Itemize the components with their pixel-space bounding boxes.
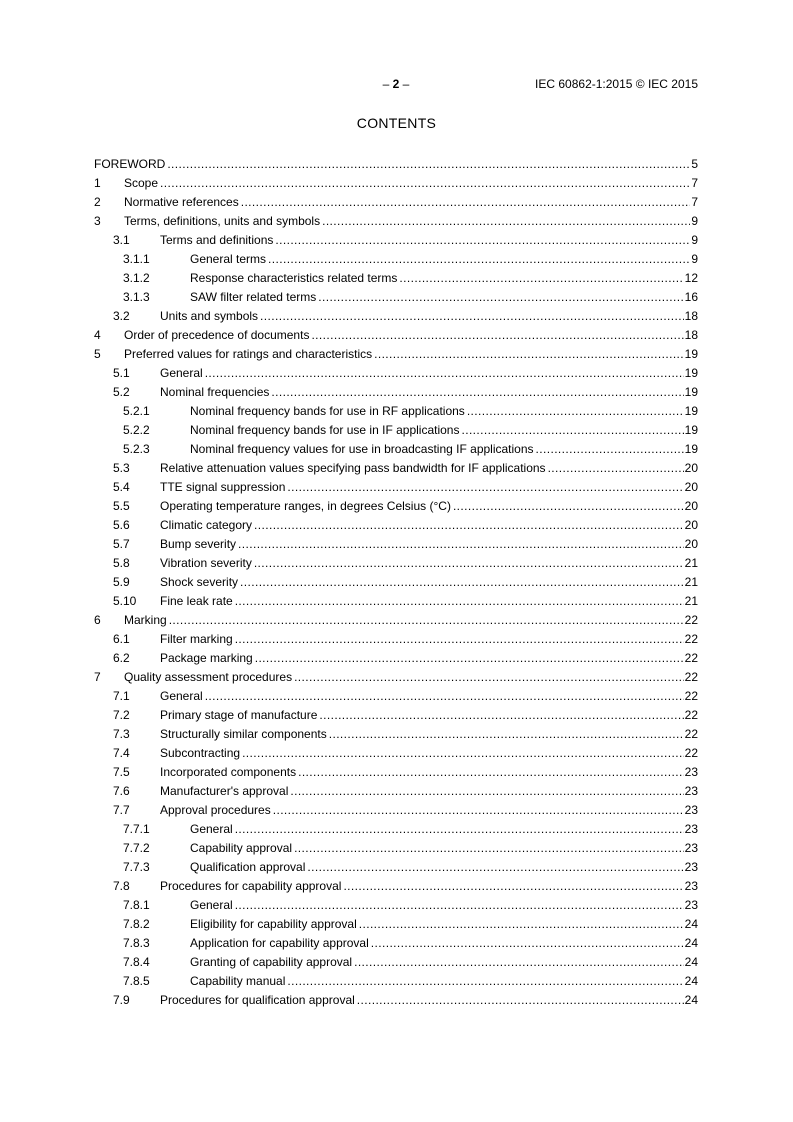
toc-dot-leader xyxy=(453,499,684,513)
toc-dot-leader xyxy=(260,309,684,323)
toc-entry[interactable] xyxy=(94,404,698,418)
toc-entry-number: 7.8.1 xyxy=(123,898,150,912)
toc-dot-leader xyxy=(548,461,684,475)
toc-entry-number: 2 xyxy=(94,195,101,209)
table-of-contents xyxy=(94,157,698,1012)
toc-entry[interactable] xyxy=(94,309,698,323)
toc-entry-title: Scope xyxy=(124,176,159,190)
toc-entry-page: 23 xyxy=(684,841,698,855)
toc-entry[interactable] xyxy=(94,860,698,874)
toc-entry-page: 9 xyxy=(691,233,698,247)
toc-entry-number: 5.7 xyxy=(113,537,130,551)
toc-entry-number: 7.8 xyxy=(113,879,130,893)
toc-dot-leader xyxy=(273,803,684,817)
toc-entry-number: 7.7.2 xyxy=(123,841,150,855)
toc-entry-page: 22 xyxy=(684,708,698,722)
page-number: – 2 – xyxy=(382,77,410,91)
toc-entry-page: 5 xyxy=(691,157,698,171)
toc-dot-leader xyxy=(242,746,684,760)
toc-dot-leader xyxy=(319,708,683,722)
toc-entry[interactable] xyxy=(94,366,698,380)
toc-dot-leader xyxy=(329,727,684,741)
toc-entry-number: 7.8.3 xyxy=(123,936,150,950)
toc-entry-number: 7.7 xyxy=(113,803,130,817)
toc-entry[interactable] xyxy=(94,993,698,1007)
toc-entry-number: 5.8 xyxy=(113,556,130,570)
toc-entry[interactable] xyxy=(94,537,698,551)
toc-dot-leader xyxy=(271,385,683,399)
toc-dot-leader xyxy=(294,841,684,855)
toc-entry-title: Order of precedence of documents xyxy=(124,328,310,342)
toc-dot-leader xyxy=(374,347,684,361)
toc-dot-leader xyxy=(322,214,690,228)
toc-entry[interactable] xyxy=(94,803,698,817)
toc-entry[interactable] xyxy=(94,385,698,399)
toc-entry-page: 22 xyxy=(684,613,698,627)
toc-dot-leader xyxy=(318,290,683,304)
toc-entry[interactable] xyxy=(94,556,698,570)
toc-entry-number: 5.10 xyxy=(113,594,137,608)
toc-entry-page: 20 xyxy=(684,537,698,551)
toc-entry-title: Units and symbols xyxy=(160,309,259,323)
toc-dot-leader xyxy=(343,879,683,893)
toc-entry-number: 6 xyxy=(94,613,101,627)
toc-entry-page: 23 xyxy=(684,765,698,779)
toc-entry-page: 21 xyxy=(684,575,698,589)
toc-entry[interactable] xyxy=(94,252,698,266)
toc-entry-page: 24 xyxy=(684,955,698,969)
toc-entry[interactable] xyxy=(94,822,698,836)
toc-entry[interactable] xyxy=(94,347,698,361)
toc-entry-title: SAW filter related terms xyxy=(190,290,317,304)
toc-entry[interactable] xyxy=(94,936,698,950)
toc-dot-leader xyxy=(255,651,684,665)
toc-dot-leader xyxy=(205,689,684,703)
toc-entry-page: 20 xyxy=(684,499,698,513)
toc-entry-title: Capability manual xyxy=(190,974,286,988)
toc-entry[interactable] xyxy=(94,518,698,532)
toc-entry-page: 23 xyxy=(684,784,698,798)
toc-entry-title: Marking xyxy=(124,613,167,627)
toc-entry[interactable] xyxy=(94,708,698,722)
toc-entry-page: 16 xyxy=(684,290,698,304)
toc-entry-number: 6.2 xyxy=(113,651,130,665)
toc-entry-number: 7.9 xyxy=(113,993,130,1007)
toc-entry-page: 19 xyxy=(684,347,698,361)
toc-entry-page: 22 xyxy=(684,670,698,684)
toc-entry[interactable] xyxy=(94,727,698,741)
toc-entry-title: Qualification approval xyxy=(190,860,306,874)
toc-entry-number: 3 xyxy=(94,214,101,228)
toc-entry-page: 20 xyxy=(684,461,698,475)
toc-dot-leader xyxy=(268,252,690,266)
toc-dot-leader xyxy=(167,157,690,171)
toc-dot-leader xyxy=(467,404,684,418)
toc-entry-page: 19 xyxy=(684,404,698,418)
page-title: CONTENTS xyxy=(356,115,437,131)
toc-entry-page: 22 xyxy=(684,651,698,665)
toc-entry[interactable] xyxy=(94,480,698,494)
toc-entry[interactable] xyxy=(94,879,698,893)
toc-dot-leader xyxy=(235,632,684,646)
toc-entry-number: 4 xyxy=(94,328,101,342)
toc-entry-page: 24 xyxy=(684,917,698,931)
toc-entry-title: Nominal frequencies xyxy=(160,385,270,399)
toc-entry-page: 19 xyxy=(684,385,698,399)
toc-entry-page: 12 xyxy=(684,271,698,285)
toc-entry-title: Fine leak rate xyxy=(160,594,233,608)
toc-entry-title: Filter marking xyxy=(160,632,233,646)
toc-entry-number: 7 xyxy=(94,670,101,684)
toc-entry-number: 6.1 xyxy=(113,632,130,646)
toc-entry-title: Granting of capability approval xyxy=(190,955,353,969)
toc-entry[interactable] xyxy=(94,594,698,608)
toc-entry-number: 5.2 xyxy=(113,385,130,399)
toc-entry-title: Shock severity xyxy=(160,575,239,589)
toc-entry[interactable] xyxy=(94,499,698,513)
page-header xyxy=(0,77,793,93)
toc-entry-page: 21 xyxy=(684,594,698,608)
toc-dot-leader xyxy=(290,784,683,798)
toc-entry-number: 5.3 xyxy=(113,461,130,475)
toc-entry-title: Capability approval xyxy=(190,841,293,855)
toc-entry[interactable] xyxy=(94,290,698,304)
toc-entry[interactable] xyxy=(94,898,698,912)
toc-entry[interactable] xyxy=(94,651,698,665)
toc-entry-page: 7 xyxy=(691,195,698,209)
toc-entry-page: 24 xyxy=(684,993,698,1007)
toc-entry-title: Bump severity xyxy=(160,537,237,551)
toc-entry-number: 5.1 xyxy=(113,366,130,380)
toc-dot-leader xyxy=(371,936,684,950)
toc-dot-leader xyxy=(536,442,684,456)
toc-entry[interactable] xyxy=(94,841,698,855)
toc-entry[interactable] xyxy=(94,575,698,589)
toc-entry-page: 24 xyxy=(684,936,698,950)
toc-entry-number: 7.5 xyxy=(113,765,130,779)
toc-entry-title: Climatic category xyxy=(160,518,253,532)
toc-dot-leader xyxy=(359,917,684,931)
toc-entry[interactable] xyxy=(94,670,698,684)
toc-entry-title: Vibration severity xyxy=(160,556,252,570)
toc-dot-leader xyxy=(240,575,684,589)
toc-entry-title: General xyxy=(160,366,203,380)
toc-entry-page: 23 xyxy=(684,860,698,874)
toc-entry[interactable] xyxy=(94,214,698,228)
toc-entry-title: General terms xyxy=(190,252,267,266)
toc-entry-page: 22 xyxy=(684,727,698,741)
toc-entry-number: 3.1 xyxy=(113,233,130,247)
toc-dot-leader xyxy=(169,613,684,627)
toc-entry[interactable] xyxy=(94,176,698,190)
toc-dot-leader xyxy=(238,537,684,551)
toc-entry[interactable] xyxy=(94,917,698,931)
toc-entry[interactable] xyxy=(94,442,698,456)
toc-dot-leader xyxy=(399,271,683,285)
toc-entry-number: 7.6 xyxy=(113,784,130,798)
toc-entry-title: General xyxy=(190,822,233,836)
toc-entry-title: Application for capability approval xyxy=(190,936,369,950)
toc-entry-number: 5.2.1 xyxy=(123,404,150,418)
toc-entry[interactable] xyxy=(94,784,698,798)
toc-entry-title: Quality assessment procedures xyxy=(124,670,293,684)
toc-entry-title: TTE signal suppression xyxy=(160,480,286,494)
toc-entry-title: Response characteristics related terms xyxy=(190,271,398,285)
toc-entry-page: 22 xyxy=(684,689,698,703)
toc-entry-number: 5.2.2 xyxy=(123,423,150,437)
toc-entry-title: Procedures for capability approval xyxy=(160,879,342,893)
toc-entry-page: 21 xyxy=(684,556,698,570)
toc-entry[interactable] xyxy=(94,233,698,247)
toc-dot-leader xyxy=(287,480,683,494)
toc-entry-number: 3.2 xyxy=(113,309,130,323)
toc-entry-page: 7 xyxy=(691,176,698,190)
toc-dot-leader xyxy=(461,423,683,437)
toc-dot-leader xyxy=(241,195,691,209)
toc-entry-title: General xyxy=(190,898,233,912)
toc-entry[interactable] xyxy=(94,195,698,209)
toc-entry-title: Nominal frequency values for use in broadcasting IF applications xyxy=(190,442,534,456)
toc-entry-page: 20 xyxy=(684,480,698,494)
toc-entry-page: 18 xyxy=(684,309,698,323)
toc-entry-number: 5.5 xyxy=(113,499,130,513)
toc-dot-leader xyxy=(275,233,690,247)
toc-entry-page: 19 xyxy=(684,442,698,456)
toc-entry-number: 5.4 xyxy=(113,480,130,494)
toc-dot-leader xyxy=(160,176,690,190)
toc-entry-number: 3.1.1 xyxy=(123,252,150,266)
toc-entry-number: 7.1 xyxy=(113,689,130,703)
toc-entry-number: 7.3 xyxy=(113,727,130,741)
toc-entry-title: Nominal frequency bands for use in IF applications xyxy=(190,423,460,437)
toc-entry[interactable] xyxy=(94,328,698,342)
toc-entry-number: 7.7.3 xyxy=(123,860,150,874)
toc-entry-title: Preferred values for ratings and characteristics xyxy=(124,347,373,361)
toc-entry-title: Eligibility for capability approval xyxy=(190,917,357,931)
toc-entry-title: Nominal frequency bands for use in RF applications xyxy=(190,404,465,418)
toc-dot-leader xyxy=(235,898,684,912)
toc-entry[interactable] xyxy=(94,461,698,475)
toc-entry[interactable] xyxy=(94,613,698,627)
toc-dot-leader xyxy=(205,366,684,380)
toc-entry-page: 18 xyxy=(684,328,698,342)
toc-entry-title: Subcontracting xyxy=(160,746,241,760)
toc-dot-leader xyxy=(307,860,683,874)
toc-entry-page: 20 xyxy=(684,518,698,532)
toc-entry[interactable] xyxy=(94,765,698,779)
toc-entry-title: Incorporated components xyxy=(160,765,297,779)
toc-entry-number: 5.6 xyxy=(113,518,130,532)
toc-entry[interactable] xyxy=(94,955,698,969)
toc-entry-page: 23 xyxy=(684,803,698,817)
toc-entry-title: Operating temperature ranges, in degrees Celsius (°C) xyxy=(160,499,451,513)
toc-entry-title: Approval procedures xyxy=(160,803,271,817)
toc-entry-title: Procedures for qualification approval xyxy=(160,993,355,1007)
toc-entry[interactable] xyxy=(94,157,698,171)
toc-entry-page: 19 xyxy=(684,366,698,380)
toc-entry-number: 5.2.3 xyxy=(123,442,150,456)
toc-dot-leader xyxy=(357,993,684,1007)
toc-dot-leader xyxy=(235,594,684,608)
toc-entry-page: 23 xyxy=(684,822,698,836)
toc-entry-number: 3.1.2 xyxy=(123,271,150,285)
toc-entry-page: 22 xyxy=(684,746,698,760)
toc-entry[interactable] xyxy=(94,271,698,285)
document-reference: IEC 60862-1:2015 © IEC 2015 xyxy=(535,77,698,91)
toc-entry-number: 7.8.4 xyxy=(123,955,150,969)
toc-entry-title: Relative attenuation values specifying pass bandwidth for IF applications xyxy=(160,461,546,475)
toc-entry-title: Structurally similar components xyxy=(160,727,327,741)
toc-entry-title: Primary stage of manufacture xyxy=(160,708,318,722)
toc-entry-title: Manufacturer's approval xyxy=(160,784,289,798)
toc-entry-number: 5.9 xyxy=(113,575,130,589)
toc-entry-number: 7.2 xyxy=(113,708,130,722)
toc-entry-title: Terms, definitions, units and symbols xyxy=(124,214,321,228)
toc-entry-number: 7.8.2 xyxy=(123,917,150,931)
toc-entry-page: 9 xyxy=(691,252,698,266)
toc-entry-number: 7.8.5 xyxy=(123,974,150,988)
toc-entry-title: Normative references xyxy=(124,195,239,209)
toc-entry[interactable] xyxy=(94,632,698,646)
toc-entry-page: 23 xyxy=(684,879,698,893)
toc-dot-leader xyxy=(311,328,683,342)
toc-dot-leader xyxy=(354,955,684,969)
toc-entry-page: 22 xyxy=(684,632,698,646)
toc-entry-number: 3.1.3 xyxy=(123,290,150,304)
toc-entry-page: 9 xyxy=(691,214,698,228)
toc-entry-number: 5 xyxy=(94,347,101,361)
toc-entry-page: 23 xyxy=(684,898,698,912)
toc-entry[interactable] xyxy=(94,746,698,760)
toc-entry-title: General xyxy=(160,689,203,703)
toc-dot-leader xyxy=(287,974,683,988)
toc-entry-title: FOREWORD xyxy=(94,157,166,171)
toc-entry[interactable] xyxy=(94,974,698,988)
toc-dot-leader xyxy=(294,670,684,684)
toc-entry[interactable] xyxy=(94,423,698,437)
toc-dot-leader xyxy=(235,822,684,836)
toc-entry-page: 19 xyxy=(684,423,698,437)
toc-entry-page: 24 xyxy=(684,974,698,988)
toc-entry[interactable] xyxy=(94,689,698,703)
toc-entry-number: 7.4 xyxy=(113,746,130,760)
toc-entry-title: Terms and definitions xyxy=(160,233,274,247)
toc-dot-leader xyxy=(254,518,684,532)
toc-dot-leader xyxy=(298,765,684,779)
toc-dot-leader xyxy=(254,556,684,570)
toc-entry-number: 7.7.1 xyxy=(123,822,150,836)
toc-entry-number: 1 xyxy=(94,176,101,190)
toc-entry-title: Package marking xyxy=(160,651,253,665)
